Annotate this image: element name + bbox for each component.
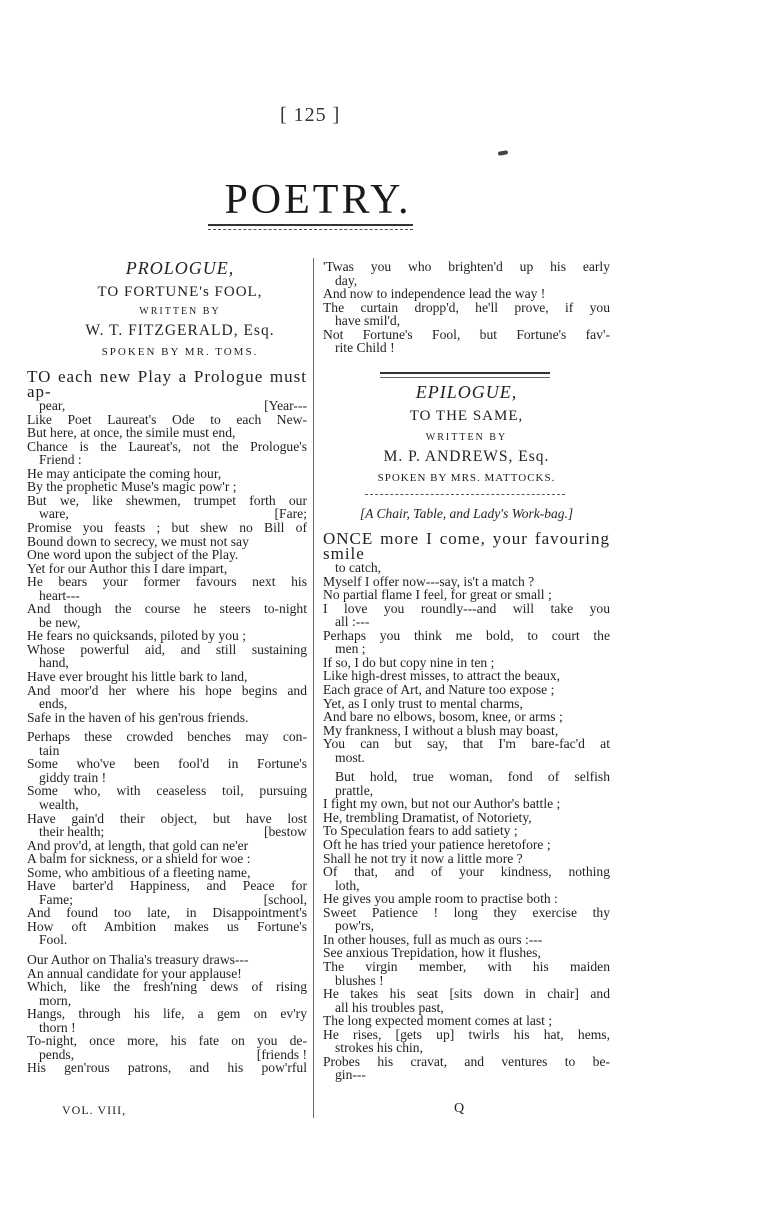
verse-line: [27, 1048, 307, 1062]
verse-line: The virgin member, with his maiden: [323, 958, 610, 974]
verse-line: He, trembling Dramatist, of Notoriety,: [323, 809, 532, 825]
verse-line: day,: [335, 272, 358, 288]
verse-text: ONCE more I come, your favouring smile: [323, 529, 610, 563]
verse-text: ware,: [39, 506, 69, 522]
turnover: [Fare;: [274, 506, 307, 522]
verse-line: If so, I do but copy nine in ten ;: [323, 654, 495, 670]
verse-line: prattle,: [335, 782, 374, 798]
verse-line: He may anticipate the coming hour,: [27, 465, 222, 481]
verse-line: The long expected moment comes at last ;: [323, 1013, 553, 1029]
verse-line: Fool.: [39, 932, 68, 948]
verse-line: loth,: [335, 877, 360, 893]
verse-line: Like high-drest misses, to attract the beaux,: [323, 668, 561, 684]
epilogue-title: EPILOGUE,: [415, 382, 518, 402]
verse-line: He fears no quicksands, piloted by you ;: [27, 628, 246, 644]
prologue-subtitle: TO FORTUNE's FOOL,: [97, 284, 263, 300]
turnover: [Year---: [264, 398, 307, 414]
verse-line: Some who've been fool'd in Fortune's: [27, 756, 307, 772]
verse-text: their health;: [39, 824, 105, 840]
verse-line: And moor'd her where his hope begins and: [27, 682, 307, 698]
verse-line: How oft Ambition makes us Fortune's: [27, 918, 307, 934]
verse-line: And though the course he steers to-night: [27, 601, 307, 617]
verse-line: Of that, and of your kindness, nothing: [323, 864, 610, 880]
verse-line: To Speculation fears to add satiety ;: [323, 823, 518, 839]
verse-line: I love you roundly---and will take you: [323, 600, 610, 616]
epilogue-rule: [380, 372, 550, 374]
verse-line: Yet for our Author this I dare impart,: [27, 560, 228, 576]
verse-line: Chance is the Laureat's, not the Prologue's: [27, 438, 307, 454]
verse-line: See anxious Trepidation, how it flushes,: [323, 945, 541, 961]
turnover: [friends !: [256, 1046, 307, 1062]
verse-line: In other houses, full as much as ours :---: [323, 931, 543, 947]
verse-line: most.: [335, 749, 365, 765]
verse-text: pear,: [39, 398, 66, 414]
title-rule-ornament: [208, 229, 413, 230]
verse-line: Sweet Patience ! long they exercise thy: [323, 904, 610, 920]
verse-line: Our Author on Thalia's treasury draws---: [27, 951, 249, 967]
verse-line: Not Fortune's Fool, but Fortune's fav'-: [323, 326, 610, 342]
verse-line: Myself I offer now---say, is't a match ?: [323, 573, 535, 589]
verse-line: And found too late, in Disappointment's: [27, 905, 307, 921]
verse-line: [323, 529, 610, 563]
verse-line: He gives you ample room to practise both :: [323, 891, 558, 907]
verse-line: Oft he has tried your patience heretofore ;: [323, 837, 551, 853]
verse-line: Some who, with ceaseless toil, pursuing: [27, 783, 307, 799]
verse-line: gin---: [335, 1067, 366, 1083]
verse-line: hand,: [39, 655, 69, 671]
verse-line: Have ever brought his little bark to land,: [27, 669, 248, 685]
verse-line: But we, like shewmen, trumpet forth our: [27, 492, 307, 508]
prologue-author: W. T. FITZGERALD, Esq.: [85, 322, 275, 339]
verse-line: Hangs, through his life, a gem on ev'ry: [27, 1006, 307, 1022]
verse-line: Perhaps these crowded benches may con-: [27, 729, 307, 745]
epilogue-subtitle: TO THE SAME,: [409, 408, 524, 424]
verse-line: You can but say, that I'm bare-fac'd at: [323, 736, 610, 752]
verse-line: A balm for sickness, or a shield for woe :: [27, 851, 251, 867]
prologue-spoken-by: SPOKEN BY MR. TOMS.: [101, 346, 259, 358]
verse-line: blushes !: [335, 972, 384, 988]
verse-line: Have barter'd Happiness, and Peace for: [27, 878, 307, 894]
verse-line: tain: [39, 742, 60, 758]
title-rule: [208, 224, 413, 226]
verse-line: My frankness, I without a blush may boast,: [323, 722, 559, 738]
verse-line: And now to independence lead the way !: [323, 286, 546, 302]
verse-line: [27, 367, 307, 401]
verse-line: wealth,: [39, 796, 79, 812]
verse-line: By the prophetic Muse's magic pow'r ;: [27, 479, 237, 495]
verse-line: He bears your former favours next his: [27, 574, 307, 590]
verse-line: One word upon the subject of the Play.: [27, 547, 239, 563]
section-title: POETRY.: [224, 177, 412, 223]
epilogue-body: [323, 529, 610, 1083]
prologue-body: [27, 367, 307, 1076]
verse-line: But hold, true woman, fond of selfish: [335, 769, 610, 785]
verse-line: Have gain'd their object, but have lost: [27, 810, 307, 826]
verse-line: have smil'd,: [335, 313, 401, 329]
verse-line: He takes his seat [sits down in chair] and: [323, 986, 610, 1002]
verse-line: Perhaps you think me bold, to court the: [323, 627, 610, 643]
ink-speck: [498, 150, 509, 156]
verse-line: And bare no elbows, bosom, knee, or arms ;: [323, 709, 563, 725]
verse-line: The curtain dropp'd, he'll prove, if you: [323, 299, 610, 315]
stage-direction: [A Chair, Table, and Lady's Work-bag.]: [359, 506, 574, 521]
verse-line: Friend :: [39, 452, 82, 468]
volume-footer: VOL. VIII,: [62, 1103, 127, 1117]
verse-text: pends,: [39, 1046, 75, 1062]
verse-line: Which, like the fresh'ning dews of rising: [27, 979, 307, 995]
verse-line: all his troubles past,: [335, 999, 444, 1015]
epilogue-dashed-rule: [365, 494, 565, 495]
verse-line: Whose powerful aid, and still sustaining: [27, 641, 307, 657]
verse-text: Fame;: [39, 891, 73, 907]
verse-line: No partial flame I feel, for great or small ;: [323, 587, 552, 603]
verse-line: He rises, [gets up] twirls his hat, hems,: [323, 1026, 610, 1042]
verse-line: strokes his chin,: [335, 1040, 423, 1056]
verse-line: Each grace of Art, and Nature too expose ;: [323, 682, 555, 698]
verse-line: Shall he not try it now a little more ?: [323, 850, 523, 866]
verse-line: ends,: [39, 696, 68, 712]
verse-text: TO each new Play a Prologue must ap-: [27, 367, 307, 401]
verse-line: Some, who ambitious of a fleeting name,: [27, 864, 251, 880]
turnover: [school,: [263, 891, 307, 907]
verse-line: all :---: [335, 614, 370, 630]
verse-line: morn,: [39, 992, 72, 1008]
verse-line: [27, 399, 307, 413]
verse-line: His gen'rous patrons, and his pow'rful: [27, 1060, 307, 1076]
verse-line: be new,: [39, 614, 81, 630]
prologue-written-by: WRITTEN BY: [139, 306, 221, 317]
verse-line: rite Child !: [335, 340, 395, 356]
verse-line: pow'rs,: [335, 918, 375, 934]
verse-line: Promise you feasts ; but shew no Bill of: [27, 520, 307, 536]
verse-line: [27, 893, 307, 907]
prologue-closing: [323, 260, 610, 355]
verse-line: 'Twas you who brighten'd up his early: [323, 259, 610, 274]
prologue-title: PROLOGUE,: [125, 258, 235, 278]
epilogue-spoken-by: SPOKEN BY MRS. MATTOCKS.: [377, 472, 556, 484]
verse-line: Yet, as I only trust to mental charms,: [323, 695, 523, 711]
verse-line: men ;: [335, 641, 366, 657]
verse-line: Like Poet Laureat's Ode to each New-: [27, 411, 307, 427]
verse-line: Probes his cravat, and ventures to be-: [323, 1053, 610, 1069]
verse-line: to catch,: [335, 560, 382, 576]
verse-line: heart---: [39, 587, 80, 603]
page-number: [ 125 ]: [280, 104, 341, 126]
verse-line: To-night, once more, his fate on you de-: [27, 1033, 307, 1049]
verse-line: And prov'd, at length, that gold can ne'er: [27, 837, 249, 853]
verse-line: But here, at once, the simile must end,: [27, 425, 236, 441]
signature-mark: Q: [454, 1101, 465, 1116]
epilogue-written-by: WRITTEN BY: [425, 432, 508, 443]
verse-line: I fight my own, but not our Author's battle ;: [323, 796, 561, 812]
column-divider: [313, 258, 314, 1118]
verse-line: [27, 507, 307, 521]
verse-line: giddy train !: [39, 769, 107, 785]
turnover: [bestow: [263, 824, 307, 840]
verse-line: Bound down to secrecy, we must not say: [27, 533, 249, 549]
verse-line: [27, 825, 307, 839]
epilogue-author: M. P. ANDREWS, Esq.: [383, 448, 550, 465]
verse-line: Safe in the haven of his gen'rous friends.: [27, 709, 249, 725]
epilogue-rule-thin: [380, 377, 550, 378]
verse-line: thorn !: [39, 1019, 76, 1035]
verse-line: An annual candidate for your applause!: [27, 965, 242, 981]
